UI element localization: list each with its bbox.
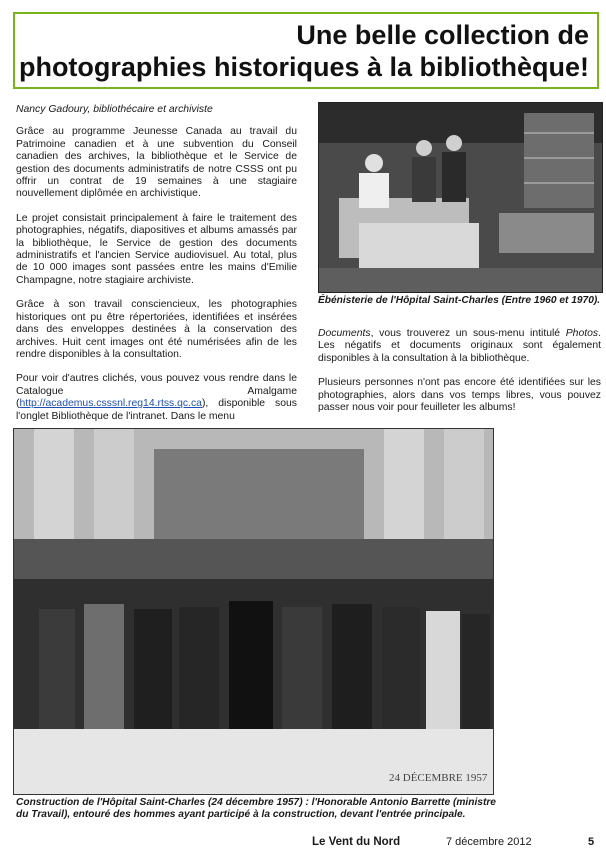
workshop-photo-graphic — [319, 103, 602, 292]
documents-text-mid: , vous trouverez un sous-menu intitulé — [370, 328, 566, 339]
footer-publication: Le Vent du Nord — [312, 836, 401, 848]
footer-date: 7 décembre 2012 — [446, 836, 532, 848]
photos-term: Photos — [565, 328, 599, 339]
paragraph-work: Grâce à son travail consciencieux, les photographies historiques ont pu être répertoriées, identifiées et insérées dans des enveloppes destinées à la conservation des archives. Huit cent images ont été numérisées afin de les rendre disponibles à la consultation. — [16, 299, 297, 360]
photo-date-stamp: 24 DÉCEMBRE 1957 — [389, 772, 488, 784]
paragraph-intro: Grâce au programme Jeunesse Canada au travail du Patrimoine canadien et à une subvention du Conseil canadien des archives, la bibliothèque et le Service de gestion des documents administratifs de notre CSSS ont pu offrir un contrat de 19 semaines à une stagiaire nouvellement diplômée en archivistique. — [16, 126, 297, 200]
left-column — [16, 104, 297, 435]
paragraph-documents — [318, 328, 601, 365]
group-photo-graphic — [14, 429, 493, 794]
workshop-photo-caption: Ébénisterie de l'Hôpital Saint-Charles (Entre 1960 et 1970). — [318, 295, 601, 306]
documents-term: Documents — [318, 328, 371, 339]
documents-text-rest: . Les négatifs et documents originaux sont également disponibles à la consultation à la bibliothèque. — [318, 328, 601, 364]
headline-line-2: photographies historiques à la bibliothèque! — [18, 52, 589, 82]
headline-box — [13, 12, 599, 89]
catalogue-text-start: Pour voir d'autres clichés, vous pouvez vous rendre dans le Catalogue Amalgame ( — [16, 373, 297, 410]
right-column — [318, 328, 601, 426]
group-photo — [13, 428, 494, 795]
paragraph-project: Le projet consistait principalement à faire le traitement des photographies, négatifs, diapositives et albums amassés par la bibliothèque, le Service de gestion des documents administratifs et l'ancien Service audiovisuel. Au total, plus de 10 000 images sont passées entre les mains d'Emilie Champagne, notre stagiaire archiviste. — [16, 212, 297, 286]
footer-page-number: 5 — [588, 836, 595, 848]
catalogue-link[interactable]: http://academus.csssnl.reg14.rtss.qc.ca — [19, 398, 202, 410]
paragraph-identification: Plusieurs personnes n'ont pas encore été identifiées sur les photographies, alors dans vos temps libres, vous pouvez passer nous voir pour feuilleter les albums! — [318, 377, 601, 414]
headline-line-1: Une belle collection de — [296, 20, 589, 50]
catalogue-text-end: ), disponible sous l'onglet Bibliothèque de l'intranet. Dans le menu — [16, 398, 297, 422]
workshop-photo — [318, 102, 603, 293]
paragraph-catalogue — [16, 373, 297, 423]
author-byline: Nancy Gadoury, bibliothécaire et archiviste — [16, 104, 213, 115]
group-photo-caption: Construction de l'Hôpital Saint-Charles (24 décembre 1957) : l'Honorable Antonio Barrette (ministre du Travail), entouré des hommes ayant participé à la construction, devant l'entrée principale. — [16, 797, 496, 821]
